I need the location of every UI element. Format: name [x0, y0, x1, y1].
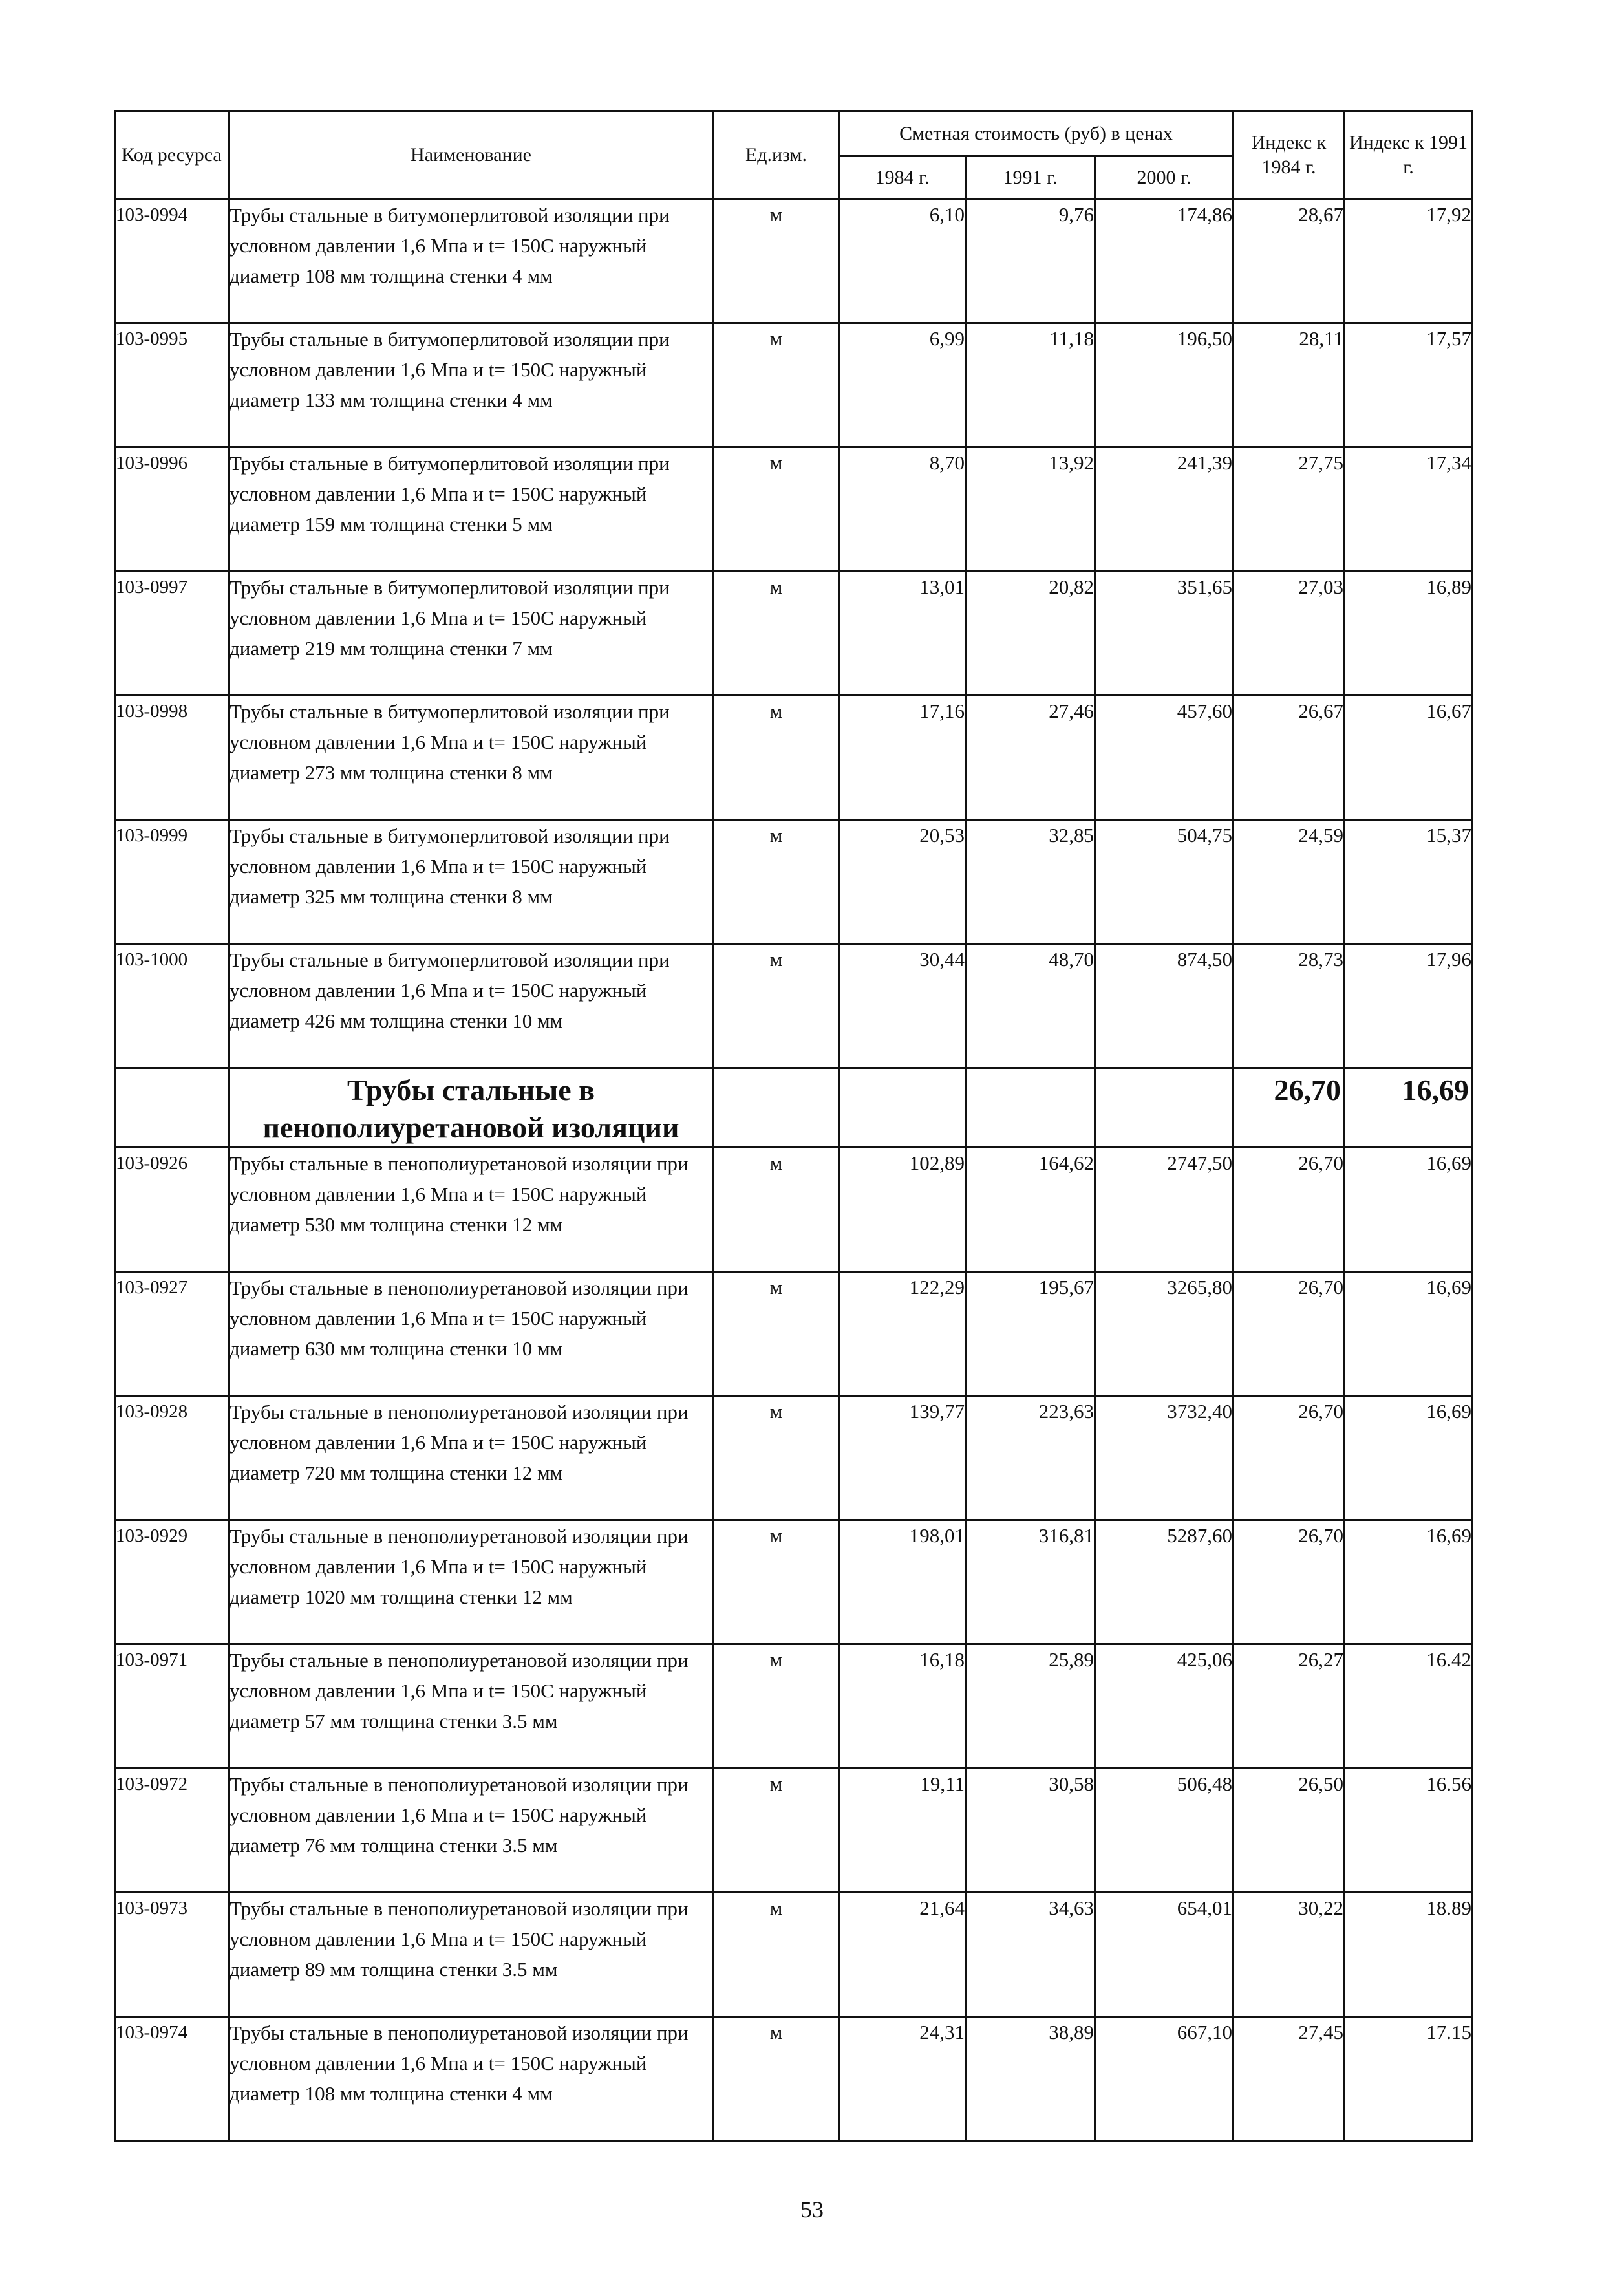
price-2000: 425,06: [1095, 1644, 1234, 1769]
resource-name: Трубы стальные в пенополиуретановой изоляции при условном давлении 1,6 Мпа и t= 150С наружный диаметр 76 мм толщина стенки 3.5 мм: [229, 1769, 714, 1893]
price-1991: 32,85: [966, 820, 1095, 944]
resource-name: Трубы стальные в битумоперлитовой изоляции при условном давлении 1,6 Мпа и t= 150С наружный диаметр 273 мм толщина стенки 8 мм: [229, 696, 714, 820]
table-row: [115, 1769, 1473, 1893]
price-1984: 16,18: [839, 1644, 966, 1769]
section-empty-2000: [1095, 1068, 1234, 1148]
price-2000: 351,65: [1095, 572, 1234, 696]
price-1991: 38,89: [966, 2017, 1095, 2141]
unit-value: м: [714, 1520, 839, 1644]
unit-value: м: [714, 1148, 839, 1272]
price-1984: 6,99: [839, 323, 966, 447]
price-1991: 27,46: [966, 696, 1095, 820]
price-2000: 3732,40: [1095, 1396, 1234, 1520]
price-1984: 19,11: [839, 1769, 966, 1893]
section-index-1991: 16,69: [1345, 1068, 1473, 1148]
header-code: Код ресурса: [115, 111, 229, 199]
table-row: [115, 323, 1473, 447]
index-1984: 26,50: [1234, 1769, 1345, 1893]
price-1984: 102,89: [839, 1148, 966, 1272]
page-number: 53: [800, 2197, 824, 2223]
price-1991: 13,92: [966, 447, 1095, 572]
resource-name: Трубы стальные в битумоперлитовой изоляции при условном давлении 1,6 Мпа и t= 150С наружный диаметр 108 мм толщина стенки 4 мм: [229, 199, 714, 323]
index-1984: 28,11: [1234, 323, 1345, 447]
index-1991: 16,89: [1345, 572, 1473, 696]
table-row: [115, 1272, 1473, 1396]
table-row: [115, 1148, 1473, 1272]
unit-value: м: [714, 1893, 839, 2017]
table-row: [115, 2017, 1473, 2141]
price-2000: 457,60: [1095, 696, 1234, 820]
price-1991: 316,81: [966, 1520, 1095, 1644]
table-row: [115, 572, 1473, 696]
resource-name: Трубы стальные в пенополиуретановой изоляции при условном давлении 1,6 Мпа и t= 150С наружный диаметр 530 мм толщина стенки 12 мм: [229, 1148, 714, 1272]
unit-value: м: [714, 323, 839, 447]
index-1984: 28,67: [1234, 199, 1345, 323]
index-1984: 26,27: [1234, 1644, 1345, 1769]
price-1991: 34,63: [966, 1893, 1095, 2017]
section-index-1984: 26,70: [1234, 1068, 1345, 1148]
table-body: [115, 199, 1473, 2141]
price-2000: 667,10: [1095, 2017, 1234, 2141]
resource-code: 103-0973: [115, 1893, 229, 2017]
price-2000: 174,86: [1095, 199, 1234, 323]
header-year-1991: 1991 г.: [966, 156, 1095, 199]
resource-code: 103-0996: [115, 447, 229, 572]
index-1991: 15,37: [1345, 820, 1473, 944]
price-1984: 24,31: [839, 2017, 966, 2141]
table-row: [115, 696, 1473, 820]
price-2000: 241,39: [1095, 447, 1234, 572]
header-year-2000: 2000 г.: [1095, 156, 1234, 199]
unit-value: м: [714, 1644, 839, 1769]
section-empty-1984: [839, 1068, 966, 1148]
resource-name: Трубы стальные в битумоперлитовой изоляции при условном давлении 1,6 Мпа и t= 150С наружный диаметр 159 мм толщина стенки 5 мм: [229, 447, 714, 572]
header-index-1991: Индекс к 1991 г.: [1345, 111, 1473, 199]
price-table: [114, 110, 1473, 2142]
resource-code: 103-0928: [115, 1396, 229, 1520]
resource-code: 103-0926: [115, 1148, 229, 1272]
price-1984: 30,44: [839, 944, 966, 1068]
resource-name: Трубы стальные в пенополиуретановой изоляции при условном давлении 1,6 Мпа и t= 150С наружный диаметр 57 мм толщина стенки 3.5 мм: [229, 1644, 714, 1769]
price-1991: 11,18: [966, 323, 1095, 447]
price-1984: 17,16: [839, 696, 966, 820]
index-1984: 26,70: [1234, 1396, 1345, 1520]
index-1984: 27,45: [1234, 2017, 1345, 2141]
resource-code: 103-0995: [115, 323, 229, 447]
price-1984: 20,53: [839, 820, 966, 944]
index-1984: 26,67: [1234, 696, 1345, 820]
section-empty-code: [115, 1068, 229, 1148]
index-1991: 16,69: [1345, 1396, 1473, 1520]
unit-value: м: [714, 944, 839, 1068]
header-name: Наименование: [229, 111, 714, 199]
resource-name: Трубы стальные в пенополиуретановой изоляции при условном давлении 1,6 Мпа и t= 150С наружный диаметр 108 мм толщина стенки 4 мм: [229, 2017, 714, 2141]
index-1991: 16,67: [1345, 696, 1473, 820]
section-empty-unit: [714, 1068, 839, 1148]
index-1991: 17,92: [1345, 199, 1473, 323]
index-1991: 18.89: [1345, 1893, 1473, 2017]
price-2000: 2747,50: [1095, 1148, 1234, 1272]
price-1984: 139,77: [839, 1396, 966, 1520]
price-1991: 25,89: [966, 1644, 1095, 1769]
table-row: [115, 944, 1473, 1068]
price-1984: 8,70: [839, 447, 966, 572]
price-1984: 6,10: [839, 199, 966, 323]
resource-code: 103-1000: [115, 944, 229, 1068]
index-1984: 26,70: [1234, 1520, 1345, 1644]
resource-name: Трубы стальные в пенополиуретановой изоляции при условном давлении 1,6 Мпа и t= 150С наружный диаметр 630 мм толщина стенки 10 мм: [229, 1272, 714, 1396]
price-1991: 20,82: [966, 572, 1095, 696]
table-row: [115, 1520, 1473, 1644]
index-1991: 17.15: [1345, 2017, 1473, 2141]
unit-value: м: [714, 2017, 839, 2141]
header-unit: Ед.изм.: [714, 111, 839, 199]
price-1991: 164,62: [966, 1148, 1095, 1272]
section-header-row: [115, 1068, 1473, 1148]
index-1984: 27,75: [1234, 447, 1345, 572]
price-2000: 196,50: [1095, 323, 1234, 447]
price-1991: 30,58: [966, 1769, 1095, 1893]
price-1991: 195,67: [966, 1272, 1095, 1396]
unit-value: м: [714, 572, 839, 696]
price-2000: 874,50: [1095, 944, 1234, 1068]
index-1991: 17,96: [1345, 944, 1473, 1068]
resource-name: Трубы стальные в битумоперлитовой изоляции при условном давлении 1,6 Мпа и t= 150С наружный диаметр 325 мм толщина стенки 8 мм: [229, 820, 714, 944]
index-1984: 24,59: [1234, 820, 1345, 944]
section-empty-1991: [966, 1068, 1095, 1148]
price-1984: 198,01: [839, 1520, 966, 1644]
resource-code: 103-0997: [115, 572, 229, 696]
resource-name: Трубы стальные в битумоперлитовой изоляции при условном давлении 1,6 Мпа и t= 150С наружный диаметр 133 мм толщина стенки 4 мм: [229, 323, 714, 447]
unit-value: м: [714, 696, 839, 820]
index-1991: 16.42: [1345, 1644, 1473, 1769]
price-2000: 654,01: [1095, 1893, 1234, 2017]
resource-code: 103-0927: [115, 1272, 229, 1396]
table-row: [115, 199, 1473, 323]
price-1984: 21,64: [839, 1893, 966, 2017]
index-1991: 16,69: [1345, 1148, 1473, 1272]
resource-name: Трубы стальные в пенополиуретановой изоляции при условном давлении 1,6 Мпа и t= 150С наружный диаметр 720 мм толщина стенки 12 мм: [229, 1396, 714, 1520]
index-1991: 16,69: [1345, 1520, 1473, 1644]
header-cost-group: Сметная стоимость (руб) в ценах: [839, 111, 1234, 156]
index-1991: 17,34: [1345, 447, 1473, 572]
resource-code: 103-0929: [115, 1520, 229, 1644]
price-2000: 5287,60: [1095, 1520, 1234, 1644]
resource-name: Трубы стальные в битумоперлитовой изоляции при условном давлении 1,6 Мпа и t= 150С наружный диаметр 219 мм толщина стенки 7 мм: [229, 572, 714, 696]
unit-value: м: [714, 1396, 839, 1520]
resource-code: 103-0999: [115, 820, 229, 944]
header-year-1984: 1984 г.: [839, 156, 966, 199]
index-1991: 17,57: [1345, 323, 1473, 447]
unit-value: м: [714, 1769, 839, 1893]
price-1984: 13,01: [839, 572, 966, 696]
index-1991: 16.56: [1345, 1769, 1473, 1893]
table-row: [115, 1396, 1473, 1520]
resource-name: Трубы стальные в битумоперлитовой изоляции при условном давлении 1,6 Мпа и t= 150С наружный диаметр 426 мм толщина стенки 10 мм: [229, 944, 714, 1068]
resource-code: 103-0974: [115, 2017, 229, 2141]
unit-value: м: [714, 447, 839, 572]
table-row: [115, 820, 1473, 944]
resource-name: Трубы стальные в пенополиуретановой изоляции при условном давлении 1,6 Мпа и t= 150С наружный диаметр 89 мм толщина стенки 3.5 мм: [229, 1893, 714, 2017]
table-row: [115, 1644, 1473, 1769]
price-1991: 223,63: [966, 1396, 1095, 1520]
price-1991: 9,76: [966, 199, 1095, 323]
section-title: Трубы стальные в пенополиуретановой изоляции: [229, 1068, 714, 1148]
price-2000: 506,48: [1095, 1769, 1234, 1893]
header-index-1984: Индекс к 1984 г.: [1234, 111, 1345, 199]
price-2000: 3265,80: [1095, 1272, 1234, 1396]
index-1984: 26,70: [1234, 1148, 1345, 1272]
index-1984: 30,22: [1234, 1893, 1345, 2017]
table-row: [115, 447, 1473, 572]
resource-code: 103-0972: [115, 1769, 229, 1893]
resource-code: 103-0971: [115, 1644, 229, 1769]
unit-value: м: [714, 1272, 839, 1396]
resource-code: 103-0998: [115, 696, 229, 820]
price-2000: 504,75: [1095, 820, 1234, 944]
price-1991: 48,70: [966, 944, 1095, 1068]
unit-value: м: [714, 820, 839, 944]
unit-value: м: [714, 199, 839, 323]
index-1984: 27,03: [1234, 572, 1345, 696]
price-1984: 122,29: [839, 1272, 966, 1396]
table-row: [115, 1893, 1473, 2017]
index-1984: 28,73: [1234, 944, 1345, 1068]
resource-code: 103-0994: [115, 199, 229, 323]
index-1984: 26,70: [1234, 1272, 1345, 1396]
resource-name: Трубы стальные в пенополиуретановой изоляции при условном давлении 1,6 Мпа и t= 150С наружный диаметр 1020 мм толщина стенки 12 мм: [229, 1520, 714, 1644]
index-1991: 16,69: [1345, 1272, 1473, 1396]
